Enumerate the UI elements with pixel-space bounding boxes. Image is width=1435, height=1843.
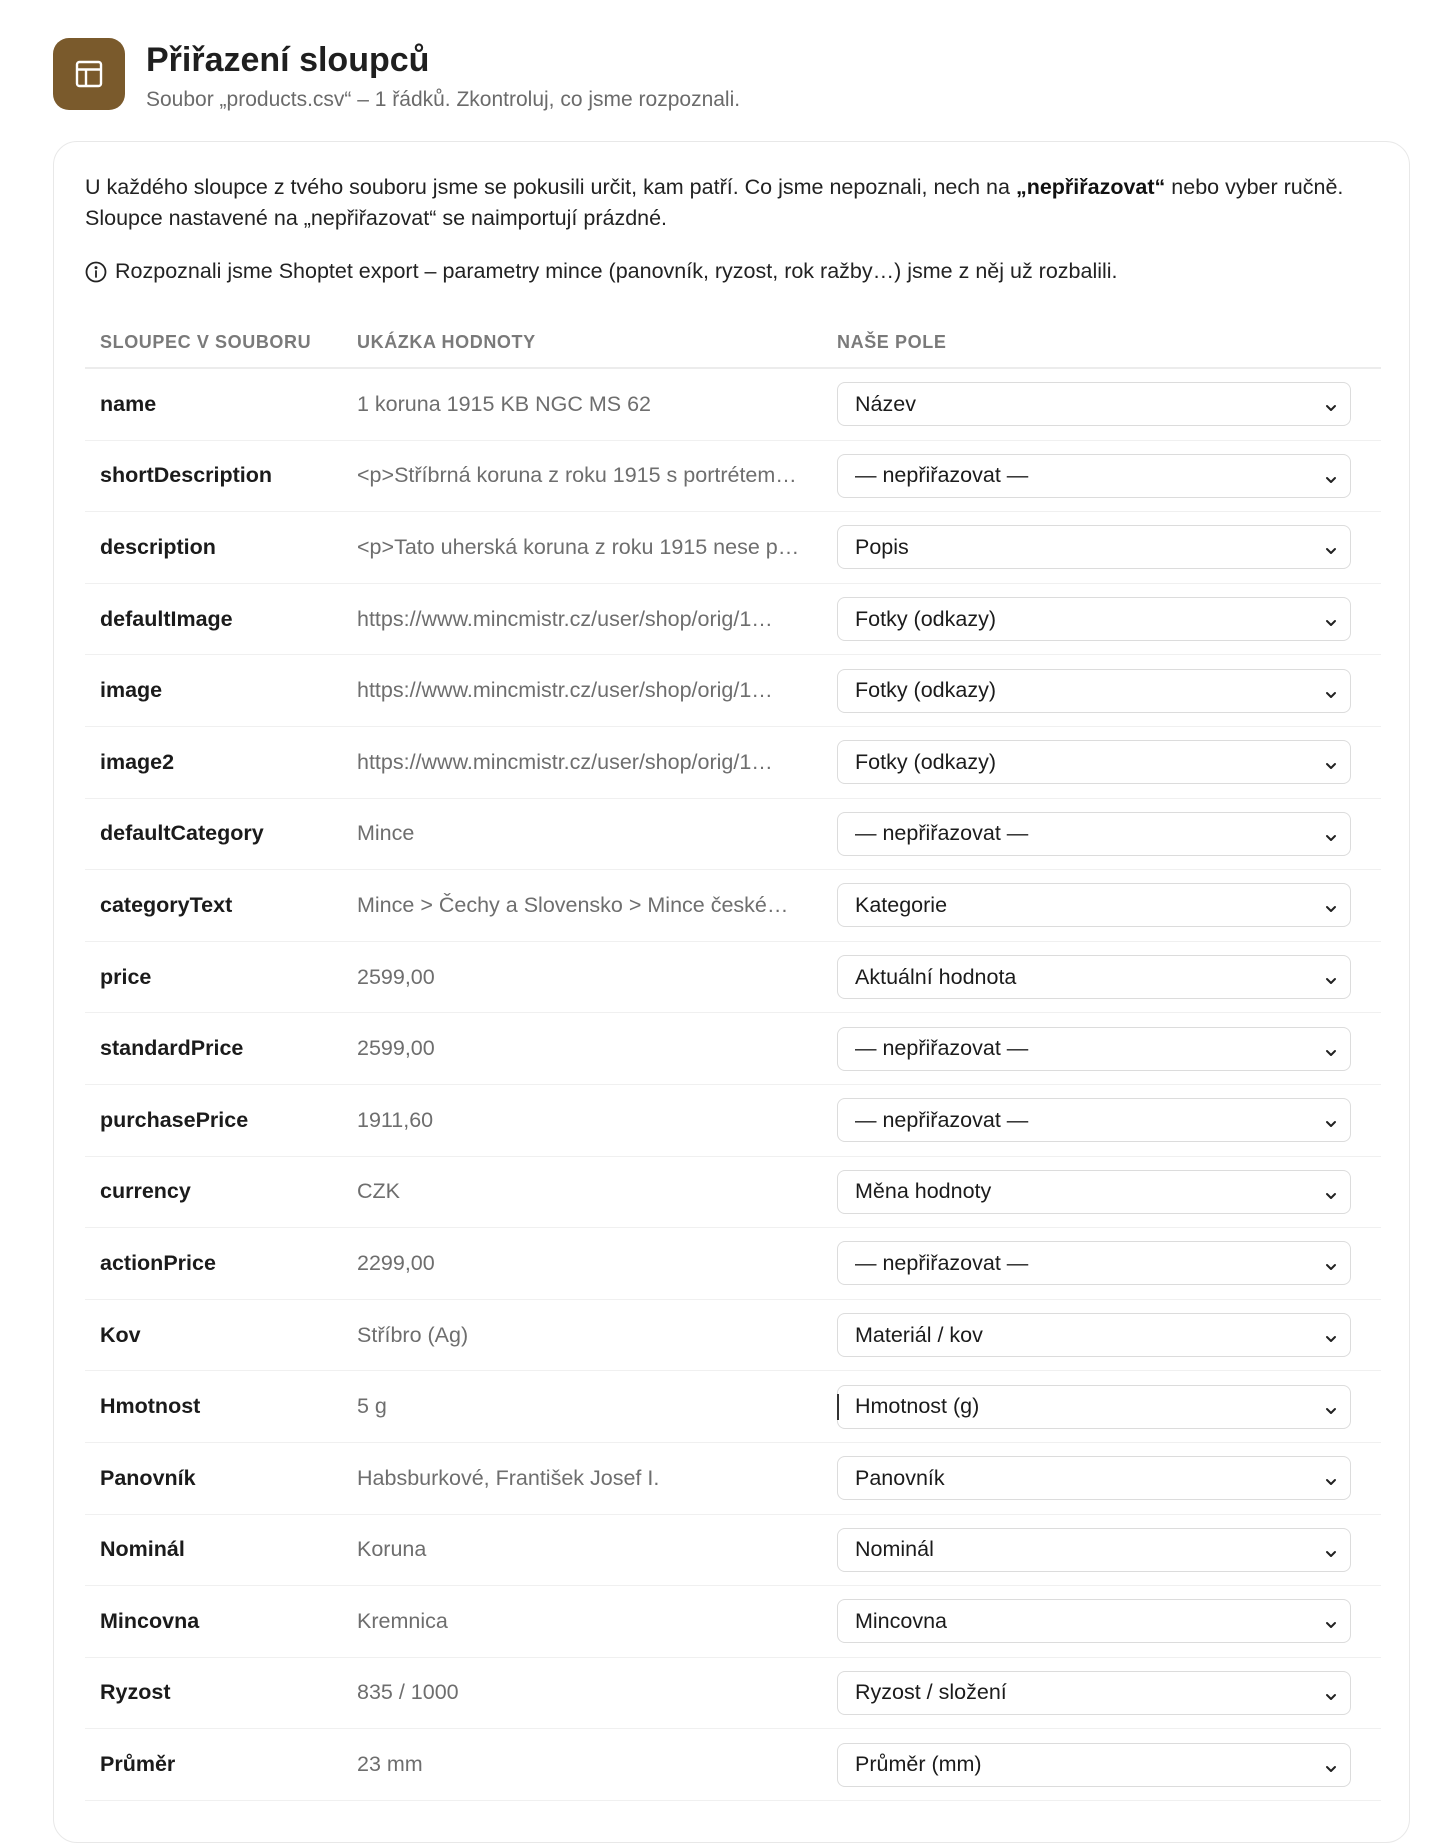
chevron-down-icon xyxy=(1324,1041,1338,1066)
chevron-down-icon xyxy=(1324,1542,1338,1567)
field-select-value: Kategorie xyxy=(855,892,948,917)
chevron-down-icon xyxy=(1324,1613,1338,1638)
field-select-value: Fotky (odkazy) xyxy=(855,606,996,631)
field-select-value: Fotky (odkazy) xyxy=(855,749,996,774)
field-select-value: Měna hodnoty xyxy=(855,1179,992,1204)
page-title: Přiřazení sloupců xyxy=(146,41,430,79)
sample-value: https://www.mincmistr.cz/user/shop/orig/1… xyxy=(357,606,773,631)
source-column-name: Ryzost xyxy=(100,1680,171,1705)
chevron-down-icon xyxy=(1324,826,1338,851)
field-select[interactable] xyxy=(837,1671,1351,1715)
source-column-name: actionPrice xyxy=(100,1250,216,1275)
field-select[interactable] xyxy=(837,1241,1351,1285)
source-column-name: name xyxy=(100,391,157,416)
field-select-value: Průměr (mm) xyxy=(855,1752,982,1777)
sample-value: https://www.mincmistr.cz/user/shop/orig/1… xyxy=(357,678,773,703)
table-row xyxy=(85,1371,1381,1443)
table-row xyxy=(85,1228,1381,1300)
chevron-down-icon xyxy=(1324,468,1338,493)
chevron-down-icon xyxy=(1324,1470,1338,1495)
sample-value: Koruna xyxy=(357,1537,427,1562)
sample-value: 1 koruna 1915 KB NGC MS 62 xyxy=(357,391,651,416)
sample-value: Habsburkové, František Josef I. xyxy=(357,1465,660,1490)
field-select-value: Aktuální hodnota xyxy=(855,964,1017,989)
field-select-value: Název xyxy=(855,391,916,416)
sample-value: Stříbro (Ag) xyxy=(357,1322,469,1347)
field-select[interactable] xyxy=(837,1313,1351,1357)
source-column-name: Hmotnost xyxy=(100,1394,201,1419)
chevron-down-icon xyxy=(1324,1327,1338,1352)
field-select[interactable] xyxy=(837,1170,1351,1214)
table-row xyxy=(85,512,1381,584)
table-row xyxy=(85,1586,1381,1658)
field-select[interactable] xyxy=(837,1027,1351,1071)
chevron-down-icon xyxy=(1324,683,1338,708)
header-source-column: SLOUPEC V SOUBORU xyxy=(100,331,312,352)
field-select-value: Fotky (odkazy) xyxy=(855,678,996,703)
field-select[interactable] xyxy=(837,1098,1351,1142)
info-icon xyxy=(85,261,107,283)
field-select-value: — nepřiřazovat — xyxy=(855,463,1029,488)
field-select[interactable] xyxy=(837,955,1351,999)
field-select[interactable] xyxy=(837,597,1351,641)
source-column-name: Nominál xyxy=(100,1537,185,1562)
sample-value: 835 / 1000 xyxy=(357,1680,459,1705)
source-column-name: image xyxy=(100,678,163,703)
table-row xyxy=(85,870,1381,942)
field-select-value: Ryzost / složení xyxy=(855,1680,1007,1705)
field-select-value: Nominál xyxy=(855,1537,934,1562)
field-select-value: Mincovna xyxy=(855,1608,948,1633)
page-subtitle: Soubor „products.csv“ – 1 řádků. Zkontroluj, co jsme rozpoznali. xyxy=(146,88,741,111)
table-row xyxy=(85,441,1381,513)
notice-text: Rozpoznali jsme Shoptet export – parametry mince (panovník, ryzost, rok ražby…) jsme z něj už rozbalili. xyxy=(115,259,1118,283)
sample-value: Kremnica xyxy=(357,1608,448,1633)
source-column-name: defaultCategory xyxy=(100,821,264,846)
chevron-down-icon xyxy=(1324,1184,1338,1209)
source-column-name: shortDescription xyxy=(100,463,273,488)
table-row xyxy=(85,1157,1381,1229)
table-row xyxy=(85,799,1381,871)
field-select-value: — nepřiřazovat — xyxy=(855,1107,1029,1132)
source-column-name: currency xyxy=(100,1179,191,1204)
source-column-name: Panovník xyxy=(100,1465,196,1490)
sample-value: 23 mm xyxy=(357,1752,423,1777)
chevron-down-icon xyxy=(1324,396,1338,421)
field-select[interactable] xyxy=(837,883,1351,927)
sample-value: <p>Stříbrná koruna z roku 1915 s portrétem… xyxy=(357,463,797,488)
sample-value: https://www.mincmistr.cz/user/shop/orig/1… xyxy=(357,749,773,774)
field-select[interactable] xyxy=(837,525,1351,569)
source-column-name: image2 xyxy=(100,749,175,774)
intro-bold: „nepřiřazovat“ xyxy=(1015,175,1166,199)
chevron-down-icon xyxy=(1324,897,1338,922)
source-column-name: Průměr xyxy=(100,1752,176,1777)
page-header xyxy=(53,38,740,113)
sample-value: 2599,00 xyxy=(357,1036,435,1061)
source-column-name: price xyxy=(100,964,152,989)
sample-value: CZK xyxy=(357,1179,400,1204)
table-row xyxy=(85,1515,1381,1587)
chevron-down-icon xyxy=(1324,1757,1338,1782)
field-select[interactable] xyxy=(837,454,1351,498)
field-select-value: — nepřiřazovat — xyxy=(855,1250,1029,1275)
chevron-down-icon xyxy=(1324,1399,1338,1424)
table-row xyxy=(85,1443,1381,1515)
source-column-name: description xyxy=(100,534,216,559)
table-row xyxy=(85,655,1381,727)
field-select[interactable] xyxy=(837,1599,1351,1643)
field-select[interactable] xyxy=(837,1743,1351,1787)
field-select[interactable] xyxy=(837,669,1351,713)
table-row xyxy=(85,1085,1381,1157)
field-select-value: Panovník xyxy=(855,1465,945,1490)
source-column-name: purchasePrice xyxy=(100,1107,249,1132)
field-select-value: Popis xyxy=(855,534,909,559)
source-column-name: Kov xyxy=(100,1322,141,1347)
field-select[interactable] xyxy=(837,1528,1351,1572)
table-row xyxy=(85,942,1381,1014)
intro-text: U každého sloupce z tvého souboru jsme se pokusili určit, kam patří. Co jsme nepoznali, nech na „nepřiřazovat“ nebo vyber ručně. Sloupce nastavené na „nepřiřazovat“ se naimportují prázdné. xyxy=(85,175,1344,230)
mapping-table xyxy=(85,317,1381,1801)
field-select[interactable] xyxy=(837,1456,1351,1500)
field-select[interactable] xyxy=(837,812,1351,856)
detection-notice xyxy=(85,259,1118,284)
field-select[interactable] xyxy=(837,382,1351,426)
source-column-name: standardPrice xyxy=(100,1036,244,1061)
chevron-down-icon xyxy=(1324,1685,1338,1710)
header-sample-value: UKÁZKA HODNOTY xyxy=(357,331,536,352)
sample-value: 1911,60 xyxy=(357,1107,434,1132)
chevron-down-icon xyxy=(1324,1255,1338,1280)
field-select[interactable] xyxy=(837,1385,1351,1429)
sample-value: Mince > Čechy a Slovensko > Mince české… xyxy=(357,892,789,917)
field-select-value: — nepřiřazovat — xyxy=(855,1036,1029,1061)
source-column-name: defaultImage xyxy=(100,606,233,631)
table-row xyxy=(85,1300,1381,1372)
table-row xyxy=(85,727,1381,799)
source-column-name: Mincovna xyxy=(100,1608,200,1633)
field-select-value: Hmotnost (g) xyxy=(855,1394,980,1419)
header-our-field: NAŠE POLE xyxy=(837,331,947,352)
table-header xyxy=(85,317,1381,369)
table-row xyxy=(85,1013,1381,1085)
table-row xyxy=(85,369,1381,441)
chevron-down-icon xyxy=(1324,969,1338,994)
mapping-card xyxy=(53,141,1410,1843)
field-select[interactable] xyxy=(837,740,1351,784)
table-row xyxy=(85,1729,1381,1801)
chevron-down-icon xyxy=(1324,539,1338,564)
field-select-value: — nepřiřazovat — xyxy=(855,821,1029,846)
sample-value: 5 g xyxy=(357,1394,387,1419)
chevron-down-icon xyxy=(1324,611,1338,636)
sample-value: Mince xyxy=(357,821,415,846)
sample-value: 2299,00 xyxy=(357,1250,435,1275)
table-row xyxy=(85,1658,1381,1730)
chevron-down-icon xyxy=(1324,754,1338,779)
sample-value: <p>Tato uherská koruna z roku 1915 nese p… xyxy=(357,534,800,559)
table-columns-icon xyxy=(53,38,125,110)
source-column-name: categoryText xyxy=(100,892,233,917)
chevron-down-icon xyxy=(1324,1112,1338,1137)
table-row xyxy=(85,584,1381,656)
field-select-value: Materiál / kov xyxy=(855,1322,983,1347)
sample-value: 2599,00 xyxy=(357,964,435,989)
